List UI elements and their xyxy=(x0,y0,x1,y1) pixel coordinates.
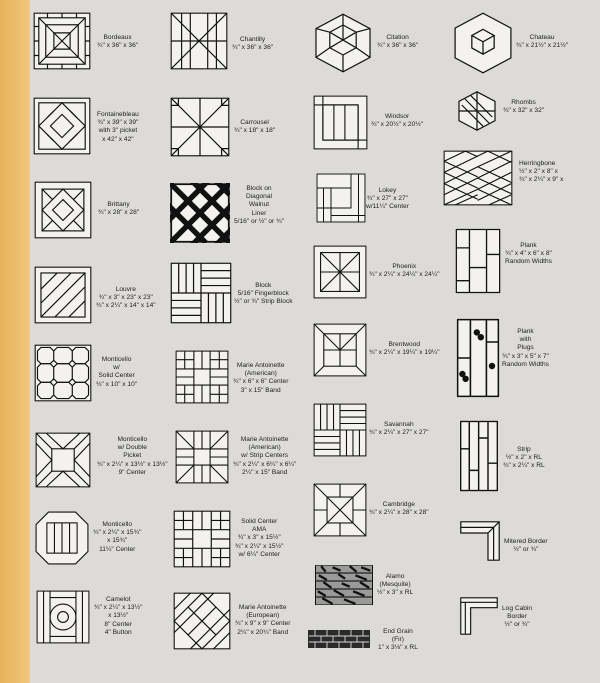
plank-plugs-name: Plank xyxy=(517,328,534,335)
herringbone-name: Herringbone xyxy=(519,160,556,167)
end-grain-tile xyxy=(308,630,370,648)
plank-tile xyxy=(455,228,501,294)
camelot-name: Camelot xyxy=(105,596,131,603)
citation-tile xyxy=(313,12,373,74)
louvre-spec-2: ¾" x 2¼" x 14" x 14" xyxy=(96,302,156,310)
strip-tile xyxy=(459,420,499,492)
catalog-page xyxy=(30,0,600,683)
marie-american-spec-3: 3" x 15" Band xyxy=(240,386,281,394)
cambridge-tile xyxy=(313,483,367,537)
monticello-3-spec-3: 11¼" Center xyxy=(99,545,136,553)
solid-center-spec-4: w/ 6¼" Center xyxy=(238,550,280,558)
marie-european-name: Marie Antoinette xyxy=(238,604,287,611)
marie-american-spec-1: (American) xyxy=(244,370,277,378)
block-diagonal-line-5: 5/16" or ½" or ¾" xyxy=(234,217,284,225)
citation-spec: ¾" x 36" x 36" xyxy=(377,42,419,50)
marie-european-spec-1: (European) xyxy=(246,612,280,620)
plank-name: Plank xyxy=(520,242,537,249)
solid-center-spec-3: ¾" x 2¼" x 15½" xyxy=(235,542,284,550)
carrousel-tile xyxy=(170,97,230,157)
mitered-tile xyxy=(460,520,500,562)
camelot-spec-3: 8" Center xyxy=(104,620,133,628)
alamo-tile xyxy=(315,565,373,605)
marie-american-spec-2: ¾" x 6" x 6" Center xyxy=(233,378,289,386)
savannah-spec: ¾" x 2¼" x 27" x 27" xyxy=(369,429,429,437)
carrousel-spec: ¾" x 18" x 18" xyxy=(234,127,276,135)
strip-spec-1: ½" x 2" x RL xyxy=(505,454,542,462)
louvre-name: Louvre xyxy=(115,286,136,293)
marie-american-name: Marie Antoinette xyxy=(236,362,285,369)
lokey-spec-2: w/11¼" Center xyxy=(366,203,409,211)
fontainebleau-tile xyxy=(33,97,91,155)
marie-european-spec-3: 2¼" x 20¼" Band xyxy=(237,628,289,636)
fontainebleau-spec-2: with 3" picket xyxy=(98,127,138,135)
monticello-3-spec-1: ¾" x 2¼" x 15¾" xyxy=(93,529,142,537)
alamo-name: Alamo xyxy=(385,573,405,580)
marie-american-strip-spec-4: 2¼" x 15" Band xyxy=(241,468,288,476)
end-grain-spec-2: 1" x 3⅛" x RL xyxy=(378,644,418,652)
camelot-spec-4: 4" Button xyxy=(104,628,132,636)
solid-center-tile xyxy=(173,510,231,568)
mitered-name: Mitered Border xyxy=(504,538,548,545)
plank-spec-1: ¾" x 4" x 6" x 8" xyxy=(505,250,552,258)
plank-plugs-tile xyxy=(456,318,500,398)
log-cabin-spec-1: Border xyxy=(507,613,527,621)
bordeaux-tile xyxy=(33,12,91,70)
brentwood-name: Brentwood xyxy=(388,341,421,348)
chateau-name: Chateau xyxy=(529,34,555,41)
log-cabin-tile xyxy=(460,597,498,635)
marie-american-strip-spec-3: ¾" x 2¼" x 6¼" x 6¼" xyxy=(233,460,297,468)
plank-plugs-spec-3: ¾" x 3" x 5" x 7" xyxy=(502,352,549,360)
monticello-solid-name: Monticello xyxy=(101,356,132,363)
carrousel-name: Carrousel xyxy=(240,119,269,126)
bordeaux-name: Bordeaux xyxy=(103,34,132,41)
bordeaux-spec: ¾" x 36" x 36" xyxy=(97,42,139,50)
brentwood-tile xyxy=(313,323,367,377)
alamo-spec-2: ½" x 3" x RL xyxy=(377,589,414,597)
lokey-tile xyxy=(316,173,366,223)
windsor-spec: ¾" x 20½" x 20½" xyxy=(371,121,424,129)
marie-european-tile xyxy=(173,592,231,650)
block-name: Block xyxy=(255,282,272,289)
chantilly-spec: ¾" x 36" x 36" xyxy=(232,44,274,52)
brentwood-spec: ¾" x 2¼" x 19¼" x 19¼" xyxy=(369,349,440,357)
monticello-solid-spec-3: ¾" x 10" x 10" xyxy=(96,380,138,388)
plank-plugs-spec-1: with xyxy=(519,336,532,344)
fontainebleau-name: Fontainebleau xyxy=(97,111,139,118)
mitered-spec: ½" or ¾" xyxy=(513,546,539,554)
cambridge-name: Cambridge xyxy=(382,501,415,508)
strip-name: Strip xyxy=(517,446,531,453)
camelot-spec-1: ¾" x 2¼" x 13½" xyxy=(94,604,143,612)
log-cabin-name: Log Cabin xyxy=(502,605,533,612)
marie-american-strip-spec-2: w/ Strip Centers xyxy=(241,452,289,460)
end-grain-spec-1: (Fir) xyxy=(391,636,404,644)
savannah-tile xyxy=(313,403,367,457)
brittany-spec: ¾" x 28" x 28" xyxy=(98,209,140,217)
marie-american-strip-name: Marie Antoinette xyxy=(240,436,289,443)
phoenix-name: Phoenix xyxy=(392,263,417,270)
monticello-solid-spec-1: w/ xyxy=(113,364,120,372)
solid-center-spec-2: ¾" x 3" x 15½" xyxy=(237,534,281,542)
chantilly-tile xyxy=(170,12,228,70)
camelot-spec-2: x 13½" xyxy=(108,612,129,620)
block-diagonal-line-3: Walnut xyxy=(248,201,270,209)
log-cabin-spec-2: ½" or ¾" xyxy=(504,621,530,629)
monticello-double-spec-4: 9" Center xyxy=(118,468,147,476)
strip-spec-2: ¾" x 2¼" x RL xyxy=(503,462,545,470)
chantilly-name: Chantilly xyxy=(239,36,266,43)
solid-center-spec-1: AMA xyxy=(252,526,267,534)
louvre-tile xyxy=(34,266,92,324)
monticello-double-spec-3: ¾" x 2¼" x 13½" x 13½" xyxy=(97,460,168,468)
plank-plugs-spec-4: Random Widths xyxy=(502,360,549,368)
block-diagonal-line-2: Diagonal xyxy=(245,193,272,201)
camelot-tile xyxy=(36,590,90,644)
cambridge-spec: ¾" x 2¼" x 28" x 28" xyxy=(369,509,429,517)
plank-plugs-spec-2: Plugs xyxy=(517,344,534,352)
brittany-tile xyxy=(34,181,92,239)
chateau-tile xyxy=(452,12,514,74)
monticello-double-spec-2: Picket xyxy=(123,452,142,460)
phoenix-tile xyxy=(313,245,367,299)
savannah-name: Savannah xyxy=(383,421,414,428)
monticello-3-name: Monticello xyxy=(102,521,133,528)
plank-spec-2: Random Widths xyxy=(505,258,552,266)
herringbone-spec-1: ½" x 2" x 8" x xyxy=(519,168,558,176)
chateau-spec: ¾" x 21½" x 21½" xyxy=(516,42,569,50)
marie-european-spec-2: ¾" x 9" x 9" Center xyxy=(235,620,291,628)
end-grain-name: End Grain xyxy=(383,628,413,635)
herringbone-tile xyxy=(443,150,513,206)
fontainebleau-spec-3: x 42" x 42" xyxy=(102,135,134,143)
rhombs-name: Rhombs xyxy=(511,99,536,106)
citation-name: Citation xyxy=(386,34,409,41)
fontainebleau-spec-1: ¾" x 39" x 39" xyxy=(97,119,139,127)
marie-american-tile xyxy=(175,350,229,404)
rhombs-tile xyxy=(457,91,497,131)
rhombs-spec: ¾" x 32" x 32" xyxy=(503,107,545,115)
monticello-solid-tile xyxy=(34,344,92,402)
block-spec-1: 5/16" Fingerblock xyxy=(237,290,289,298)
monticello-3-spec-2: x 15¾" xyxy=(107,537,128,545)
brittany-name: Brittany xyxy=(107,201,130,208)
herringbone-spec-2: ¾" x 2¼" x 9" x xyxy=(519,176,564,184)
louvre-spec-1: ¾" x 3" x 23" x 23" xyxy=(98,294,153,302)
block-spec-2: ½" or ¾" Strip Block xyxy=(234,298,293,306)
windsor-name: Windsor xyxy=(384,113,410,120)
block-diagonal-line-4: Liner xyxy=(251,209,267,217)
block-tile xyxy=(170,262,232,324)
monticello-double-spec-1: w/ Double xyxy=(117,444,147,452)
monticello-double-name: Monticello xyxy=(117,436,148,443)
solid-center-name: Solid Center xyxy=(241,518,278,525)
monticello-3-tile xyxy=(35,511,89,565)
block-diagonal-line-1: Block on xyxy=(246,185,272,192)
block-diagonal-tile xyxy=(170,183,230,243)
lokey-spec-1: ¾" x 27" x 27" xyxy=(366,195,409,203)
alamo-spec-1: (Mesquite) xyxy=(379,581,411,589)
lokey-name: Lokey xyxy=(378,187,397,194)
windsor-tile xyxy=(313,95,368,150)
phoenix-spec: ¾" x 2¼" x 24¼" x 24¼" xyxy=(369,271,440,279)
monticello-solid-spec-2: Solid Center xyxy=(98,372,135,380)
monticello-double-tile xyxy=(35,432,91,488)
marie-american-strip-tile xyxy=(175,430,229,484)
marie-american-strip-spec-1: (American) xyxy=(248,444,281,452)
